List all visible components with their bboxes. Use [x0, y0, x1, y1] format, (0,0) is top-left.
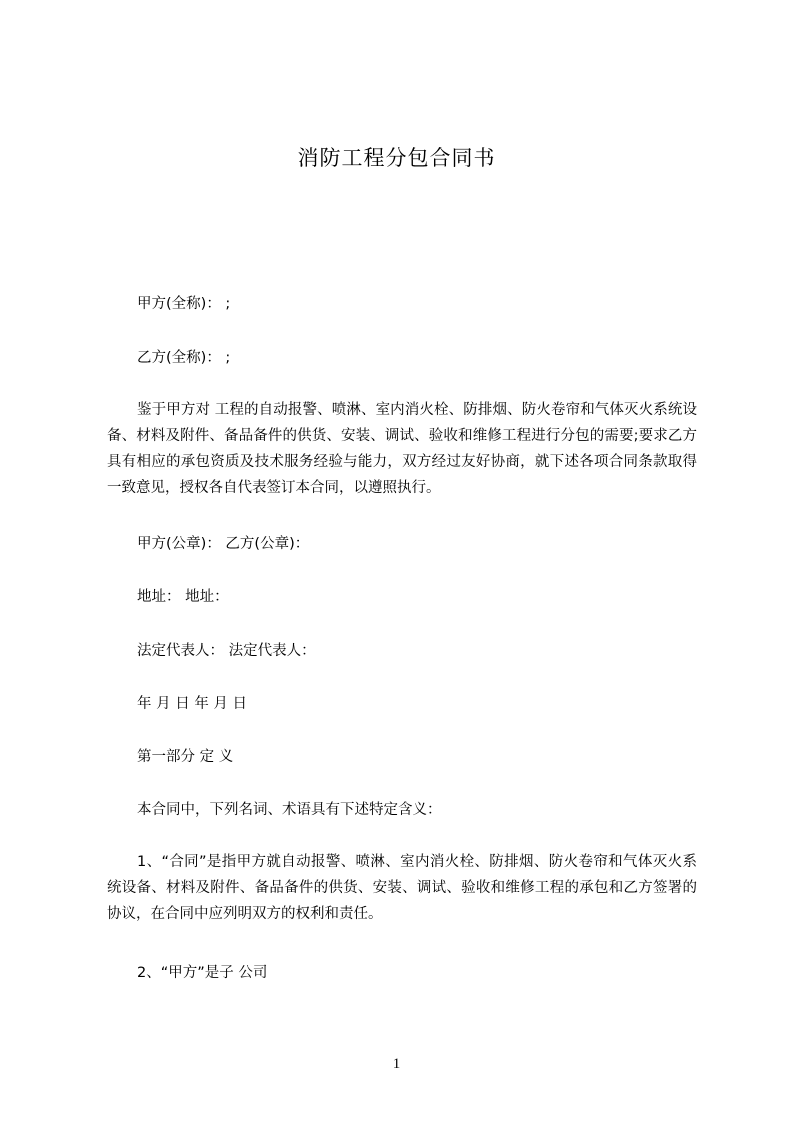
page-number: 1 [392, 1056, 401, 1072]
document-title: 消防工程分包合同书 [297, 146, 496, 170]
seal-line: 甲方(公章)： 乙方(公章)： [137, 536, 310, 552]
definition-item-2: 2、“甲方”是子 公司 [137, 965, 268, 981]
definition-item-1: 1、“合同”是指甲方就自动报警、喷淋、室内消火栓、防排烟、防火卷帘和气体灭火系统设备、材料及附件、备品备件的供货、安装、调试、验收和维修工程的承包和乙方签署的协议，在合同中应列明双方的权利和责任。 [107, 854, 697, 922]
date-line: 年 月 日 年 月 日 [137, 696, 248, 712]
part-one-heading: 第一部分 定 义 [137, 749, 234, 765]
intro-paragraph: 鉴于甲方对 工程的自动报警、喷淋、室内消火栓、防排烟、防火卷帘和气体灭火系统设备、材料及附件、备品备件的供货、安装、调试、验收和维修工程进行分包的需要;要求乙方具有相应的承包资质及技术服务经验与能力，双方经过友好协商，就下述各项合同条款取得一致意见，授权各自代表签订本合同，以遵照执行。 [107, 402, 697, 496]
party-a-line: 甲方(全称)： ; [137, 296, 231, 312]
definitions-intro: 本合同中，下列名词、术语具有下述特定含义： [137, 802, 442, 818]
address-line: 地址： 地址： [137, 589, 229, 605]
legal-representative-line: 法定代表人： 法定代表人： [137, 643, 316, 659]
party-b-line: 乙方(全称)： ; [137, 350, 231, 366]
